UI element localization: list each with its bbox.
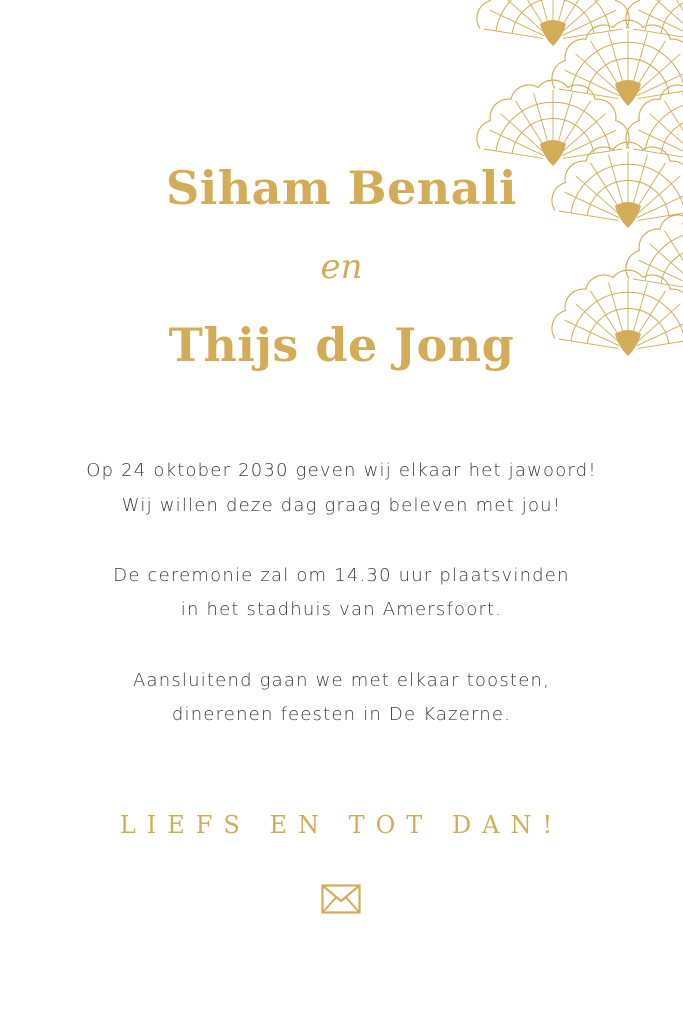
date-announcement-line: Op 24 oktober 2030 geven wij elkaar het jawoord!	[86, 460, 597, 481]
fan-shape	[477, 0, 629, 46]
conjunction-text: en	[320, 247, 363, 287]
fan-shape	[477, 80, 629, 166]
ceremony-time-line: De ceremonie zal om 14.30 uur plaatsvinden	[113, 565, 570, 586]
partner-2-name: Thijs de Jong	[168, 318, 515, 372]
celebrate-line: Wij willen deze dag graag beleven met jou!	[121, 495, 562, 516]
envelope-icon[interactable]	[321, 884, 361, 914]
party-location-line: dinerenen feesten in De Kazerne.	[171, 704, 512, 725]
closing-text: LIEFS EN TOT DAN!	[119, 811, 564, 839]
partner-1-name: Siham Benali	[166, 161, 517, 215]
fan-shape	[552, 20, 683, 106]
ceremony-location-line: in het stadhuis van Amersfoort.	[180, 599, 503, 620]
reception-line: Aansluitend gaan we met elkaar toosten,	[132, 670, 550, 691]
